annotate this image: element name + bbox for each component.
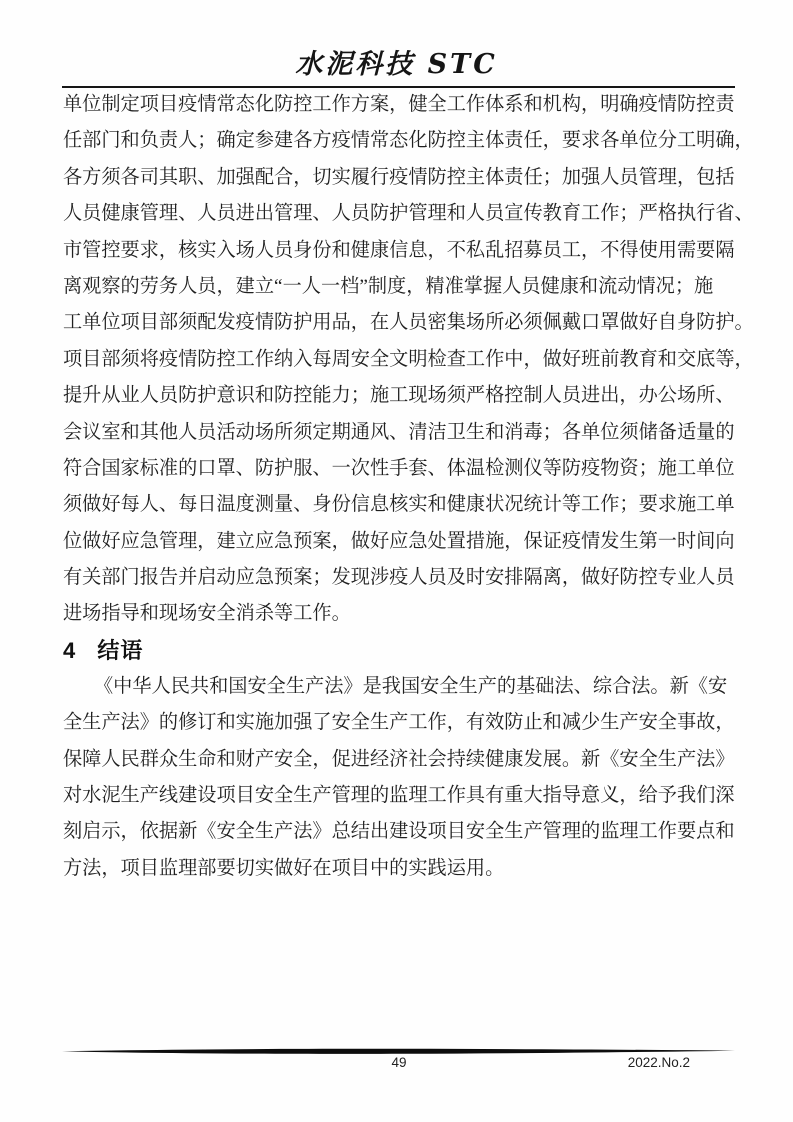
section-title: 结语: [97, 637, 144, 663]
text-line: 会议室和其他人员活动场所须定期通风、清洁卫生和消毒；各单位须储备适量的: [63, 421, 735, 443]
text-line: 有关部门报告并启动应急预案；发现涉疫人员及时安排隔离，做好防控专业人员: [63, 567, 735, 589]
text-line: 项目部须将疫情防控工作纳入每周安全文明检查工作中，做好班前教育和交底等，: [63, 348, 754, 370]
text-line: 符合国家标准的口罩、防护服、一次性手套、体温检测仪等防疫物资；施工单位: [63, 457, 735, 479]
section-heading-conclusion: [63, 633, 735, 669]
text-line: 位做好应急管理，建立应急预案，做好应急处置措施，保证疫情发生第一时间向: [63, 530, 735, 552]
text-line: 方法，项目监理部要切实做好在项目中的实践运用。: [63, 857, 505, 879]
paragraph-conclusion: [63, 669, 735, 887]
section-number: 4: [63, 637, 76, 663]
text-line: 须做好每人、每日温度测量、身份信息核实和健康状况统计等工作；要求施工单: [63, 494, 735, 516]
text-line: 《中华人民共和国安全生产法》是我国安全生产的基础法、综合法。新《安: [94, 675, 728, 697]
text-line: 人员健康管理、人员进出管理、人员防护管理和人员宣传教育工作；严格执行省、: [63, 203, 754, 225]
article-body: [63, 87, 754, 887]
text-line: 全生产法》的修订和实施加强了安全生产工作，有效防止和减少生产安全事故，: [63, 712, 735, 734]
text-line: 市管控要求，核实入场人员身份和健康信息，不私乱招募员工，不得使用需要隔: [63, 239, 735, 261]
text-line: 任部门和负责人；确定参建各方疫情常态化防控主体责任，要求各单位分工明确，: [63, 130, 754, 152]
paragraph-epidemic-control: [63, 87, 754, 633]
journal-title: 水泥科技 STC: [295, 49, 498, 80]
text-line: 进场指导和现场安全消杀等工作。: [63, 603, 351, 625]
issue-number: 2022.No.2: [627, 1055, 690, 1070]
text-line: 工单位项目部须配发疫情防护用品，在人员密集场所必须佩戴口罩做好自身防护。: [63, 312, 754, 334]
text-line: 提升从业人员防护意识和防控能力；施工现场须严格控制人员进出，办公场所、: [63, 385, 735, 407]
text-line: 单位制定项目疫情常态化防控工作方案，健全工作体系和机构，明确疫情防控责: [63, 94, 735, 115]
text-line: 对水泥生产线建设项目安全生产管理的监理工作具有重大指导意义，给予我们深: [63, 785, 735, 807]
text-line: 离观察的劳务人员，建立“一人一档”制度，精准掌握人员健康和流动情况；施: [63, 275, 714, 297]
page-number: 49: [391, 1055, 407, 1070]
footer-rule: [62, 1048, 735, 1055]
text-line: 保障人民群众生命和财产安全，促进经济社会持续健康发展。新《安全生产法》: [63, 748, 735, 770]
footer: [63, 1055, 735, 1075]
text-line: 各方须各司其职、加强配合，切实履行疫情防控主体责任；加强人员管理，包括: [63, 166, 735, 188]
text-line: 刻启示，依据新《安全生产法》总结出建设项目安全生产管理的监理工作要点和: [63, 821, 735, 843]
